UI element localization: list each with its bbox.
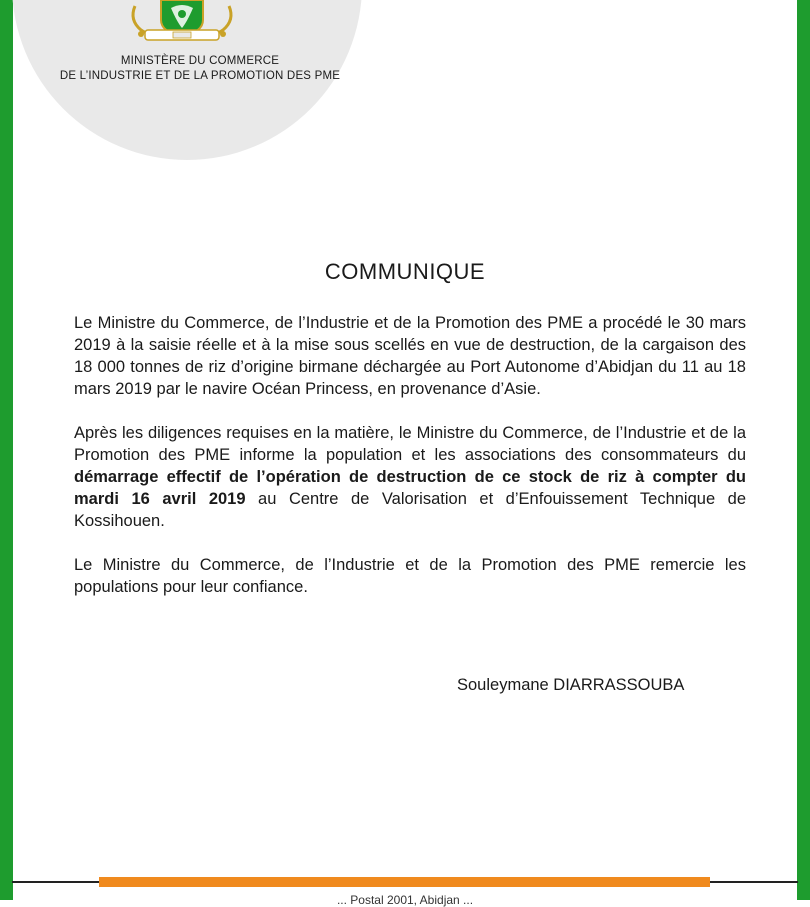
signature: Souleymane DIARRASSOUBA <box>457 676 685 694</box>
footer-address: ... Postal 2001, Abidjan ... <box>336 893 474 907</box>
ministry-line-2: DE L’INDUSTRIE ET DE LA PROMOTION DES PME <box>59 70 341 82</box>
paragraph-2-end: au Centre de Valorisation et d’Enfouissement Technique de Kossihouen. <box>74 490 747 530</box>
paragraph-1: Le Ministre du Commerce, de l’Industrie et de la Promotion des PME a procédé le 30 mars 2019 à la saisie réelle et à la mise sous scellés en vue de destruction, de la cargaison des 18 000 tonnes de riz d’origine birmane déchargée au Port Autonome d’Abidjan du 11 au 18 mars 2019 par le navire Océan Princess, en provenance d’Asie. <box>74 314 746 398</box>
document-title: COMMUNIQUE <box>324 259 486 284</box>
paragraph-3: Le Ministre du Commerce, de l’Industrie et de la Promotion des PME remercie les populations pour leur confiance. <box>74 556 746 596</box>
ministry-name <box>30 54 370 84</box>
right-green-border <box>797 0 810 900</box>
footer-orange-bar <box>99 877 710 887</box>
paragraph-2-highlight: démarrage effectif de l’opération de destruction de ce stock de riz à compter du mardi 16 avril 2019 <box>74 468 746 508</box>
ministry-line-1: MINISTÈRE DU COMMERCE <box>120 55 280 67</box>
document-body <box>74 312 746 620</box>
paragraph-2 <box>74 422 746 532</box>
left-green-border <box>0 0 13 900</box>
coat-of-arms-icon <box>127 0 237 44</box>
paragraph-2-start: Après les diligences requises en la matière, le Ministre du Commerce, de l’Industrie et de la Promotion des PME informe la population et les associations des consommateurs du <box>74 424 746 464</box>
